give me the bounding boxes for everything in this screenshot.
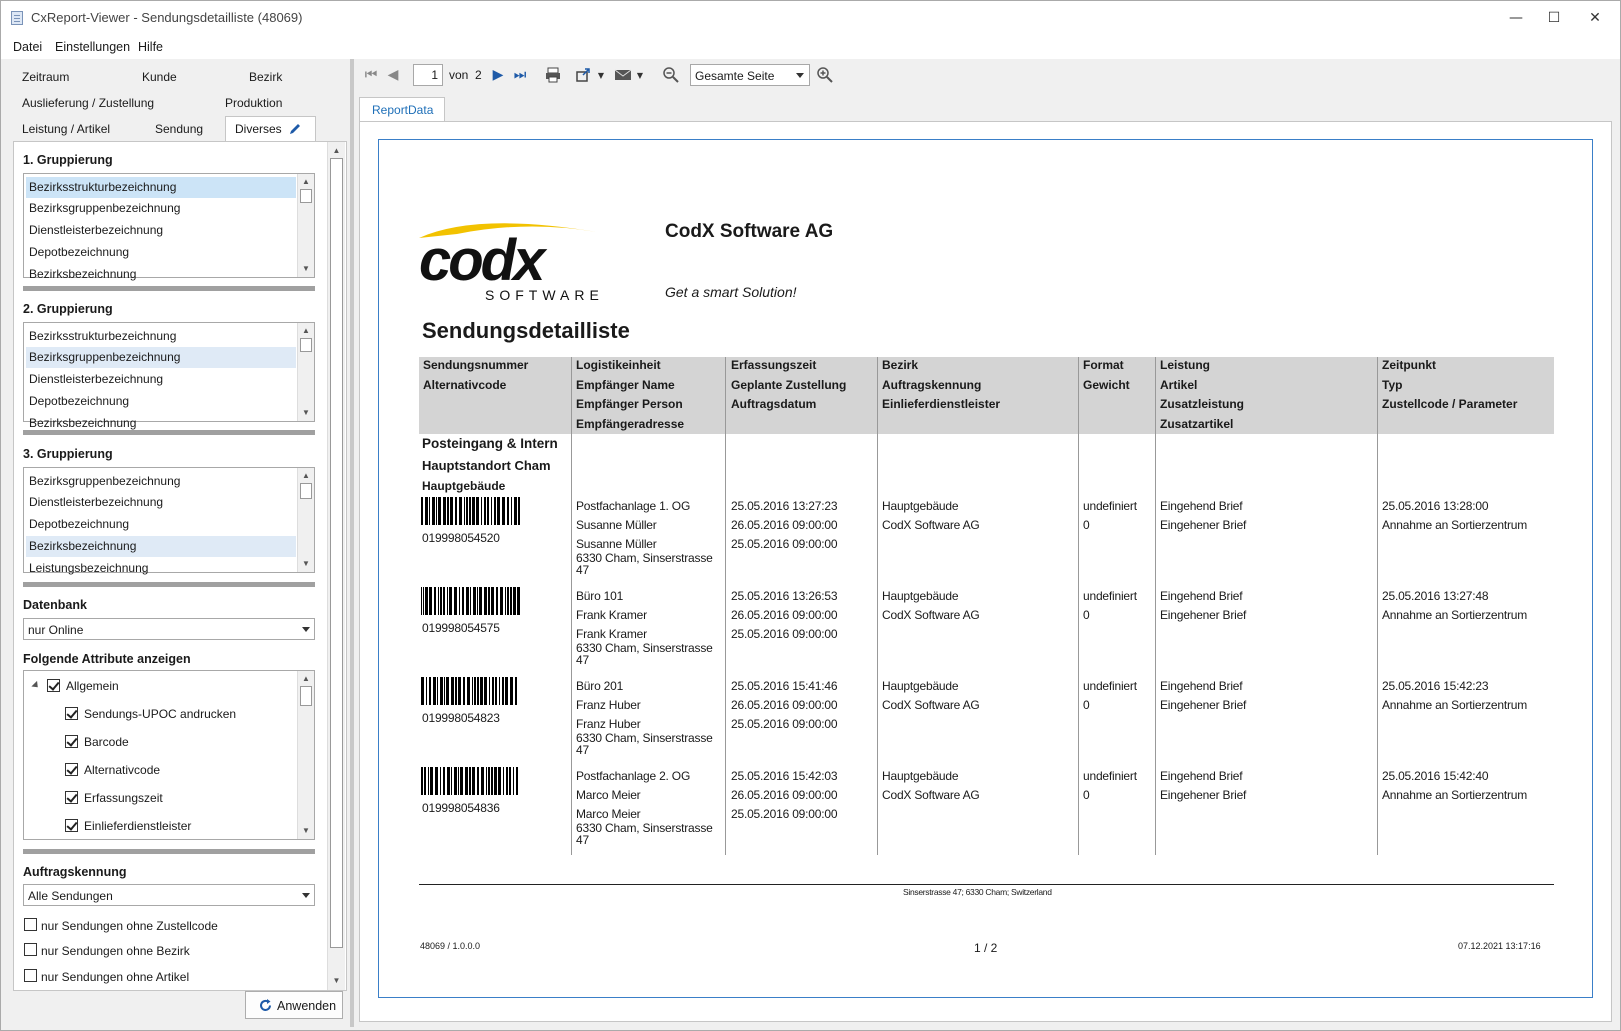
barcode-image <box>421 587 521 615</box>
group1-label: 1. Gruppierung <box>23 153 113 167</box>
company-name: CodX Software AG <box>665 221 834 242</box>
header-line: Geplante Zustellung <box>731 377 847 392</box>
cell-logistik: Büro 101 <box>576 589 624 603</box>
cell-leistung: Eingehend Brief <box>1160 769 1243 783</box>
codx-logo <box>417 218 627 303</box>
splitter[interactable] <box>23 849 315 854</box>
apply-label: Anwenden <box>277 999 337 1013</box>
cell-zeitpunkt: Annahme an Sortierzentrum <box>1382 608 1528 622</box>
scroll-thumb[interactable] <box>330 158 343 948</box>
cell-zeitpunkt: 25.05.2016 15:42:23 <box>1382 679 1489 693</box>
footer-page: 1 / 2 <box>974 941 998 955</box>
cell-leistung: Eingehener Brief <box>1160 698 1247 712</box>
mail-dropdown-icon[interactable]: ▼ <box>636 70 644 80</box>
cell-format: undefiniert <box>1083 679 1137 693</box>
list-item[interactable]: Leistungsbezeichnung <box>29 561 149 575</box>
col-header-format <box>1083 356 1130 395</box>
label-ohne-artikel[interactable]: nur Sendungen ohne Artikel <box>41 970 190 984</box>
checkbox-alternativcode[interactable] <box>65 763 78 776</box>
cell-leistung: Eingehener Brief <box>1160 608 1247 622</box>
list-item[interactable]: Bezirksstrukturbezeichnung <box>26 177 296 198</box>
column-separator <box>877 357 878 855</box>
header-line: Leistung <box>1160 358 1210 372</box>
splitter[interactable] <box>23 286 315 291</box>
cell-format: 0 <box>1083 518 1090 532</box>
window-title: CxReport-Viewer - Sendungsdetailliste (48069) <box>31 10 303 25</box>
cell-bezirk: Hauptgebäude <box>882 769 959 783</box>
scroll-thumb[interactable] <box>300 338 312 352</box>
cell-zeitpunkt: Annahme an Sortierzentrum <box>1382 698 1528 712</box>
cell-logistik: 47 <box>576 563 589 577</box>
cell-bezirk: CodX Software AG <box>882 518 980 532</box>
sendungsnummer: 019998054575 <box>422 621 500 635</box>
scroll-down-arrow[interactable]: ▼ <box>302 264 310 273</box>
tab-zeitraum[interactable]: Zeitraum <box>22 70 70 84</box>
column-separator <box>725 357 726 855</box>
cell-leistung: Eingehend Brief <box>1160 589 1243 603</box>
cell-logistik: 47 <box>576 743 589 757</box>
panel-scrollbar[interactable] <box>327 142 345 990</box>
checkbox-allgemein[interactable] <box>47 679 60 692</box>
cell-zeit: 26.05.2016 09:00:00 <box>731 788 838 802</box>
col-header-logistik <box>576 356 684 434</box>
header-line: Artikel <box>1160 377 1198 392</box>
col-header-leistung <box>1160 356 1244 434</box>
header-line: Empfänger Person <box>576 397 683 411</box>
cell-zeit: 25.05.2016 09:00:00 <box>731 807 838 821</box>
list-item[interactable]: Dienstleisterbezeichnung <box>29 495 164 509</box>
cell-zeitpunkt: 25.05.2016 13:28:00 <box>1382 499 1489 513</box>
last-page-icon[interactable]: ⏭ <box>513 67 527 83</box>
list-item[interactable]: Bezirksgruppenbezeichnung <box>26 347 296 368</box>
list-scrollbar[interactable] <box>297 323 314 421</box>
list-item[interactable]: Bezirksgruppenbezeichnung <box>29 201 181 215</box>
cell-bezirk: Hauptgebäude <box>882 499 959 513</box>
cell-bezirk: CodX Software AG <box>882 788 980 802</box>
tree-item-allgemein[interactable]: Allgemein <box>66 679 119 693</box>
auftrag-select[interactable] <box>23 884 315 906</box>
header-line: Bezirk <box>882 358 919 372</box>
minimize-button[interactable]: — <box>1509 10 1523 26</box>
cell-logistik: Franz Huber <box>576 717 641 731</box>
scroll-down-arrow[interactable]: ▼ <box>302 559 310 568</box>
auftrag-value: Alle Sendungen <box>28 889 113 903</box>
logo-text: codx <box>419 228 543 293</box>
list-item[interactable]: Bezirksbezeichnung <box>26 536 296 557</box>
cell-zeit: 25.05.2016 13:27:23 <box>731 499 838 513</box>
footer-date: 07.12.2021 13:17:16 <box>1458 941 1541 951</box>
header-line: Auftragskennung <box>882 377 982 392</box>
list-scrollbar[interactable] <box>297 468 314 572</box>
list-item[interactable]: Bezirksbezeichnung <box>29 267 137 281</box>
cell-bezirk: CodX Software AG <box>882 608 980 622</box>
footer-address: Sinserstrasse 47; 6330 Cham; Switzerland <box>903 887 1052 897</box>
cell-zeit: 25.05.2016 09:00:00 <box>731 537 838 551</box>
tab-sendung[interactable]: Sendung <box>155 122 204 136</box>
document-icon <box>11 11 23 25</box>
footer-version: 48069 / 1.0.0.0 <box>420 941 481 951</box>
sendungsnummer: 019998054520 <box>422 531 500 545</box>
cell-zeit: 26.05.2016 09:00:00 <box>731 518 838 532</box>
column-separator <box>571 357 572 855</box>
header-line: Logistikeinheit <box>576 358 661 372</box>
checkbox-erfassungszeit[interactable] <box>65 791 78 804</box>
list-scrollbar[interactable] <box>297 174 314 277</box>
cell-logistik: 6330 Cham, Sinserstrasse <box>576 731 713 745</box>
barcode-image <box>421 497 521 525</box>
cell-logistik: 6330 Cham, Sinserstrasse <box>576 821 713 835</box>
cell-logistik: Susanne Müller <box>576 518 657 532</box>
tab-diverses-label: Diverses <box>235 122 282 136</box>
close-button[interactable]: ✕ <box>1589 10 1601 26</box>
refresh-icon <box>258 998 273 1013</box>
col-header-zeitpunkt <box>1382 356 1517 415</box>
barcode-image <box>421 767 521 795</box>
company-slogan: Get a smart Solution! <box>665 284 797 300</box>
attribute-label: Folgende Attribute anzeigen <box>23 652 191 666</box>
checkbox-ohne-bezirk[interactable] <box>24 943 37 956</box>
scroll-down-arrow[interactable]: ▼ <box>302 408 310 417</box>
col-header-zeit <box>731 356 846 415</box>
label-ohne-bezirk[interactable]: nur Sendungen ohne Bezirk <box>41 944 190 958</box>
collapse-arrow-icon[interactable] <box>31 681 40 690</box>
splitter[interactable] <box>23 582 315 587</box>
group3-listbox[interactable] <box>23 467 315 573</box>
cell-logistik: Marco Meier <box>576 788 641 802</box>
header-line: Zustellcode / Parameter <box>1382 397 1518 411</box>
list-item[interactable]: Dienstleisterbezeichnung <box>29 372 164 386</box>
cell-logistik: Büro 201 <box>576 679 624 693</box>
header-line: Typ <box>1382 377 1403 392</box>
group-level-3: Hauptgebäude <box>422 479 506 493</box>
cell-leistung: Eingehend Brief <box>1160 499 1243 513</box>
cell-bezirk: Hauptgebäude <box>882 679 959 693</box>
header-line: Erfassungszeit <box>731 358 817 372</box>
next-page-icon[interactable]: ▶ <box>492 67 504 83</box>
panel-divider[interactable] <box>350 59 354 1027</box>
cell-leistung: Eingehend Brief <box>1160 679 1243 693</box>
prev-page-icon[interactable]: ◀ <box>387 67 399 83</box>
page-number-input[interactable]: 1 <box>413 64 443 86</box>
zoom-select[interactable] <box>690 64 810 86</box>
group-level-2: Hauptstandort Cham <box>422 458 551 473</box>
scroll-thumb[interactable] <box>300 686 312 706</box>
datenbank-value: nur Online <box>28 623 84 637</box>
cell-format: undefiniert <box>1083 769 1137 783</box>
checkbox-einlieferdienstleister[interactable] <box>65 819 78 832</box>
tab-leistung[interactable]: Leistung / Artikel <box>22 122 111 136</box>
col-header-sendung <box>423 356 528 395</box>
cell-zeit: 25.05.2016 15:42:03 <box>731 769 838 783</box>
list-item[interactable]: Bezirksgruppenbezeichnung <box>29 474 181 488</box>
group1-listbox[interactable] <box>23 173 315 281</box>
zoom-value: Gesamte Seite <box>695 69 775 83</box>
auftrag-label: Auftragskennung <box>23 865 127 879</box>
group3-label: 3. Gruppierung <box>23 447 113 461</box>
list-scrollbar[interactable] <box>297 671 314 839</box>
header-line: Auftragsdatum <box>731 397 817 411</box>
cell-logistik: Susanne Müller <box>576 537 657 551</box>
list-item[interactable]: Bezirksstrukturbezeichnung <box>29 329 177 343</box>
report-title: Sendungsdetailliste <box>422 318 630 343</box>
menu-datei[interactable]: Datei <box>13 40 43 54</box>
barcode-image <box>421 677 521 705</box>
cell-logistik: Marco Meier <box>576 807 641 821</box>
scroll-up-arrow[interactable]: ▲ <box>302 326 310 335</box>
checkbox-ohne-zustellcode[interactable] <box>24 918 37 931</box>
print-icon[interactable] <box>544 66 562 84</box>
tab-kunde[interactable]: Kunde <box>142 70 177 84</box>
list-item[interactable]: Depotbezeichnung <box>29 394 130 408</box>
cell-leistung: Eingehener Brief <box>1160 518 1247 532</box>
cell-leistung: Eingehener Brief <box>1160 788 1247 802</box>
scroll-up-arrow[interactable]: ▲ <box>302 177 310 186</box>
export-icon[interactable] <box>575 66 593 84</box>
cell-zeit: 26.05.2016 09:00:00 <box>731 698 838 712</box>
group2-listbox[interactable] <box>23 322 315 430</box>
cell-logistik: 6330 Cham, Sinserstrasse <box>576 551 713 565</box>
tree-item-einlieferdienstleister[interactable]: Einlieferdienstleister <box>84 819 192 833</box>
cell-logistik: Frank Kramer <box>576 627 647 641</box>
first-page-icon[interactable]: ⏮ <box>364 67 378 83</box>
logo-sub: SOFTWARE <box>485 287 604 303</box>
chevron-down-icon <box>796 73 804 78</box>
scroll-thumb[interactable] <box>300 483 312 499</box>
scroll-down-arrow[interactable]: ▼ <box>332 976 341 985</box>
scroll-up-arrow[interactable]: ▲ <box>302 471 310 480</box>
column-separator <box>1377 357 1378 855</box>
cell-logistik: Postfachanlage 1. OG <box>576 499 691 513</box>
zoom-out-icon[interactable] <box>662 66 680 84</box>
cell-zeitpunkt: Annahme an Sortierzentrum <box>1382 788 1528 802</box>
group-level-1: Posteingang & Intern <box>422 436 558 451</box>
column-separator <box>1155 357 1156 855</box>
cell-bezirk: CodX Software AG <box>882 698 980 712</box>
header-line: Zusatzleistung <box>1160 397 1245 411</box>
header-line: Format <box>1083 358 1124 372</box>
tab-reportdata[interactable] <box>359 97 445 122</box>
checkbox-ohne-artikel[interactable] <box>24 969 37 982</box>
maximize-button[interactable]: ☐ <box>1547 10 1561 26</box>
cell-bezirk: Hauptgebäude <box>882 589 959 603</box>
tree-item-upoc[interactable]: Sendungs-UPOC andrucken <box>84 707 237 721</box>
list-item[interactable]: Bezirksbezeichnung <box>29 416 137 430</box>
cell-logistik: 47 <box>576 833 589 847</box>
cell-logistik: 6330 Cham, Sinserstrasse <box>576 641 713 655</box>
sendungsnummer: 019998054823 <box>422 711 500 725</box>
cell-logistik: Postfachanlage 2. OG <box>576 769 691 783</box>
cell-format: undefiniert <box>1083 499 1137 513</box>
sendungsnummer: 019998054836 <box>422 801 500 815</box>
total-pages: 2 <box>475 68 482 82</box>
cell-format: 0 <box>1083 698 1090 712</box>
group2-label: 2. Gruppierung <box>23 302 113 316</box>
header-line: Gewicht <box>1083 377 1130 392</box>
label-ohne-zustellcode[interactable]: nur Sendungen ohne Zustellcode <box>41 919 218 933</box>
chevron-down-icon <box>302 893 310 898</box>
list-item[interactable]: Dienstleisterbezeichnung <box>29 223 164 237</box>
datenbank-label: Datenbank <box>23 598 87 612</box>
header-line: Einlieferdienstleister <box>882 397 1001 411</box>
apply-button[interactable] <box>245 991 343 1019</box>
footer-line <box>419 884 1554 885</box>
cell-zeitpunkt: Annahme an Sortierzentrum <box>1382 518 1528 532</box>
checkbox-upoc[interactable] <box>65 707 78 720</box>
tab-reportdata-label: ReportData <box>372 103 434 117</box>
header-line: Alternativcode <box>423 377 507 392</box>
pencil-icon <box>288 122 302 136</box>
scroll-thumb[interactable] <box>300 189 312 203</box>
cell-logistik: Frank Kramer <box>576 608 647 622</box>
tab-produktion[interactable]: Produktion <box>225 96 283 110</box>
tree-item-barcode[interactable]: Barcode <box>84 735 129 749</box>
cell-zeitpunkt: 25.05.2016 13:27:48 <box>1382 589 1489 603</box>
tab-bezirk[interactable]: Bezirk <box>249 70 283 84</box>
cell-zeit: 25.05.2016 13:26:53 <box>731 589 838 603</box>
scroll-up-arrow[interactable]: ▲ <box>332 146 341 155</box>
tab-diverses[interactable] <box>225 116 316 142</box>
menu-bar <box>1 35 1620 59</box>
cell-zeit: 25.05.2016 15:41:46 <box>731 679 838 693</box>
cell-format: 0 <box>1083 608 1090 622</box>
cell-format: 0 <box>1083 788 1090 802</box>
menu-einstellungen[interactable]: Einstellungen <box>55 40 131 54</box>
scroll-down-arrow[interactable]: ▼ <box>302 826 310 835</box>
tab-auslieferung[interactable]: Auslieferung / Zustellung <box>22 96 155 110</box>
header-line: Zeitpunkt <box>1382 358 1436 372</box>
cell-logistik: 47 <box>576 653 589 667</box>
cell-zeit: 25.05.2016 09:00:00 <box>731 717 838 731</box>
chevron-down-icon <box>302 627 310 632</box>
cell-logistik: Franz Huber <box>576 698 641 712</box>
list-item[interactable]: Depotbezeichnung <box>29 517 130 531</box>
checkbox-barcode[interactable] <box>65 735 78 748</box>
zoom-in-icon[interactable] <box>816 66 834 84</box>
of-label: von <box>449 68 469 82</box>
scroll-up-arrow[interactable]: ▲ <box>302 674 310 683</box>
datenbank-select[interactable] <box>23 618 315 640</box>
tree-item-erfassungszeit[interactable]: Erfassungszeit <box>84 791 163 805</box>
mail-icon[interactable] <box>614 67 632 83</box>
header-line: Zusatzartikel <box>1160 416 1234 431</box>
header-line: Empfängeradresse <box>576 416 685 431</box>
tree-item-alternativcode[interactable]: Alternativcode <box>84 763 161 777</box>
header-line: Sendungsnummer <box>423 358 529 372</box>
cell-zeit: 26.05.2016 09:00:00 <box>731 608 838 622</box>
attribute-tree[interactable] <box>23 670 315 840</box>
export-dropdown-icon[interactable]: ▼ <box>597 70 605 80</box>
column-separator <box>1078 357 1079 855</box>
col-header-bezirk <box>882 356 1000 415</box>
header-line: Empfänger Name <box>576 377 675 392</box>
cell-zeitpunkt: 25.05.2016 15:42:40 <box>1382 769 1489 783</box>
cell-zeit: 25.05.2016 09:00:00 <box>731 627 838 641</box>
list-item[interactable]: Depotbezeichnung <box>29 245 130 259</box>
title-bar <box>1 1 1620 35</box>
splitter[interactable] <box>23 430 315 435</box>
menu-hilfe[interactable]: Hilfe <box>138 40 164 54</box>
cell-format: undefiniert <box>1083 589 1137 603</box>
